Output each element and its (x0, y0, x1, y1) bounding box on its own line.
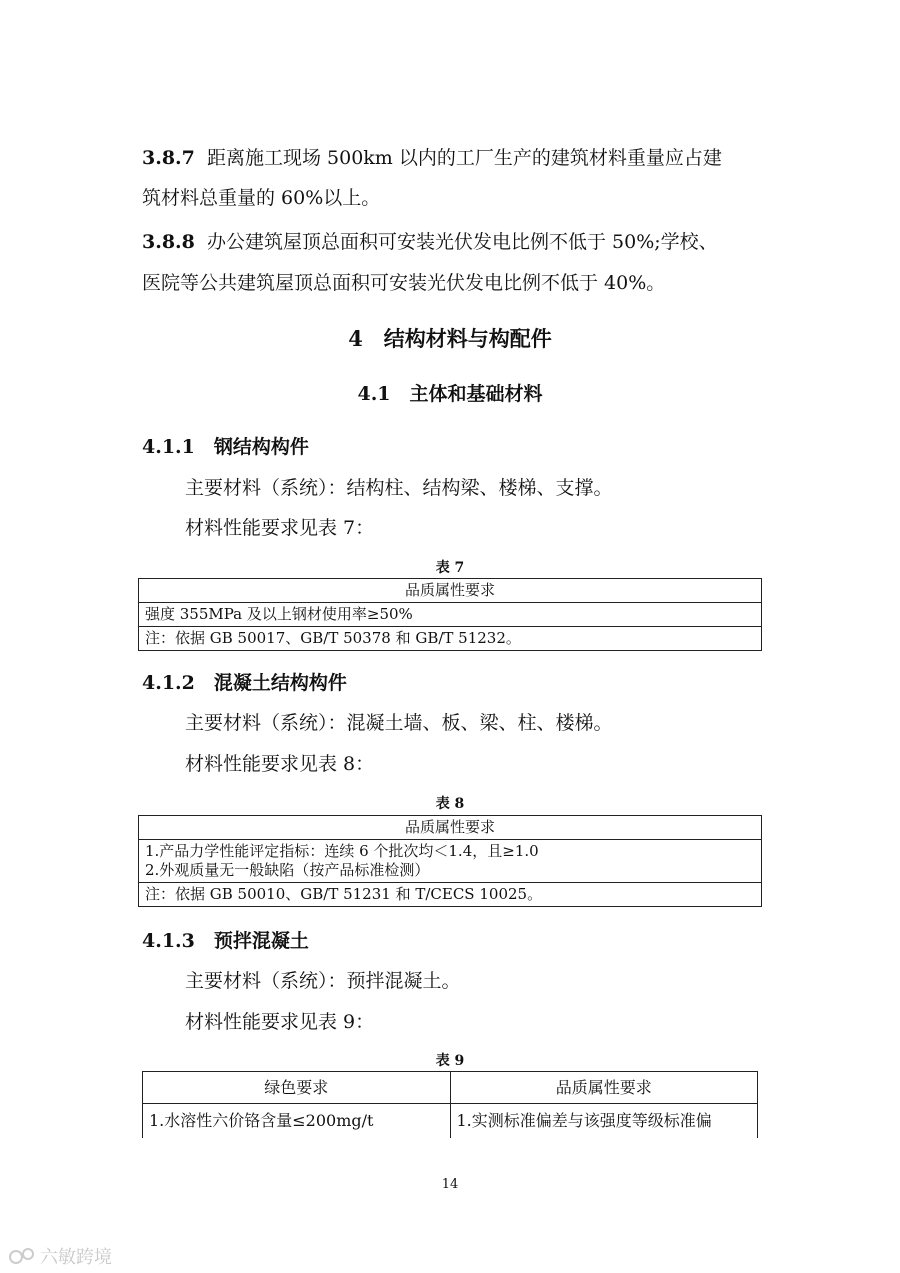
table-header-cell: 品质属性要求 (450, 1072, 758, 1104)
requirement-line-2: 2.外观质量无一般缺陷（按产品标准检测） (145, 861, 430, 879)
page-number: 14 (441, 1177, 459, 1192)
section-title: 4.1 主体和基础材料 (357, 383, 543, 405)
subsection-heading-4-1-3: 4.1.3 预拌混凝土 (142, 930, 309, 952)
clause-number: 3.8.7 (142, 147, 195, 169)
table-row (139, 603, 762, 627)
watermark (8, 1243, 112, 1269)
clause-number: 3.8.8 (142, 231, 195, 253)
table-cell (139, 840, 762, 883)
requirement-ref-4-1-2: 材料性能要求见表 8： (185, 753, 375, 775)
table-9 (142, 1071, 758, 1138)
subsection-heading-4-1-2: 4.1.2 混凝土结构构件 (142, 672, 347, 694)
table-header-cell: 绿色要求 (143, 1072, 451, 1104)
table-note: 注：依据 GB 50010、GB/T 51231 和 T/CECS 10025。 (139, 883, 762, 907)
main-materials-4-1-3: 主要材料（系统）：预拌混凝土。 (185, 970, 461, 992)
table-row (143, 1104, 758, 1138)
table-7-caption: 表 7 (435, 560, 465, 576)
clause-text: 办公建筑屋顶总面积可安装光伏发电比例不低于 50%;学校、 (206, 231, 718, 253)
clause-3-8-7-line1 (142, 146, 722, 170)
requirement-ref-4-1-3: 材料性能要求见表 9： (185, 1011, 375, 1033)
clause-3-8-8-line1 (142, 230, 718, 254)
table-cell: 强度 355MPa 及以上钢材使用率≥50% (139, 603, 762, 627)
chapter-title: 4 结构材料与构配件 (348, 326, 552, 351)
watermark-logo-icon (8, 1246, 36, 1266)
table-cell: 1.水溶性六价铬含量≤200mg/t (143, 1104, 451, 1138)
table-header-cell: 品质属性要求 (139, 816, 762, 840)
table-row (139, 627, 762, 651)
table-header-cell: 品质属性要求 (139, 579, 762, 603)
table-7 (138, 578, 762, 651)
requirement-ref-4-1-1: 材料性能要求见表 7： (185, 517, 375, 539)
table-row (143, 1072, 758, 1104)
table-row (139, 816, 762, 840)
table-note: 注：依据 GB 50017、GB/T 50378 和 GB/T 51232。 (139, 627, 762, 651)
table-row (139, 579, 762, 603)
subsection-heading-4-1-1: 4.1.1 钢结构构件 (142, 436, 309, 458)
main-materials-4-1-2: 主要材料（系统）：混凝土墙、板、梁、柱、楼梯。 (185, 712, 613, 734)
watermark-text: 六敏跨境 (40, 1247, 112, 1268)
clause-3-8-7-line2: 筑材料总重量的 60%以上。 (142, 187, 381, 209)
clause-3-8-8-line2: 医院等公共建筑屋顶总面积可安装光伏发电比例不低于 40%。 (142, 272, 666, 294)
requirement-line-1: 1.产品力学性能评定指标：连续 6 个批次均＜1.4，且≥1.0 (145, 842, 539, 860)
clause-text: 距离施工现场 500km 以内的工厂生产的建筑材料重量应占建 (206, 147, 722, 169)
table-8 (138, 815, 762, 907)
table-row (139, 883, 762, 907)
table-cell: 1.实测标准偏差与该强度等级标准偏 (450, 1104, 758, 1138)
table-9-caption: 表 9 (435, 1053, 465, 1069)
table-row (139, 840, 762, 883)
main-materials-4-1-1: 主要材料（系统）：结构柱、结构梁、楼梯、支撑。 (185, 477, 613, 499)
table-8-caption: 表 8 (435, 796, 465, 812)
